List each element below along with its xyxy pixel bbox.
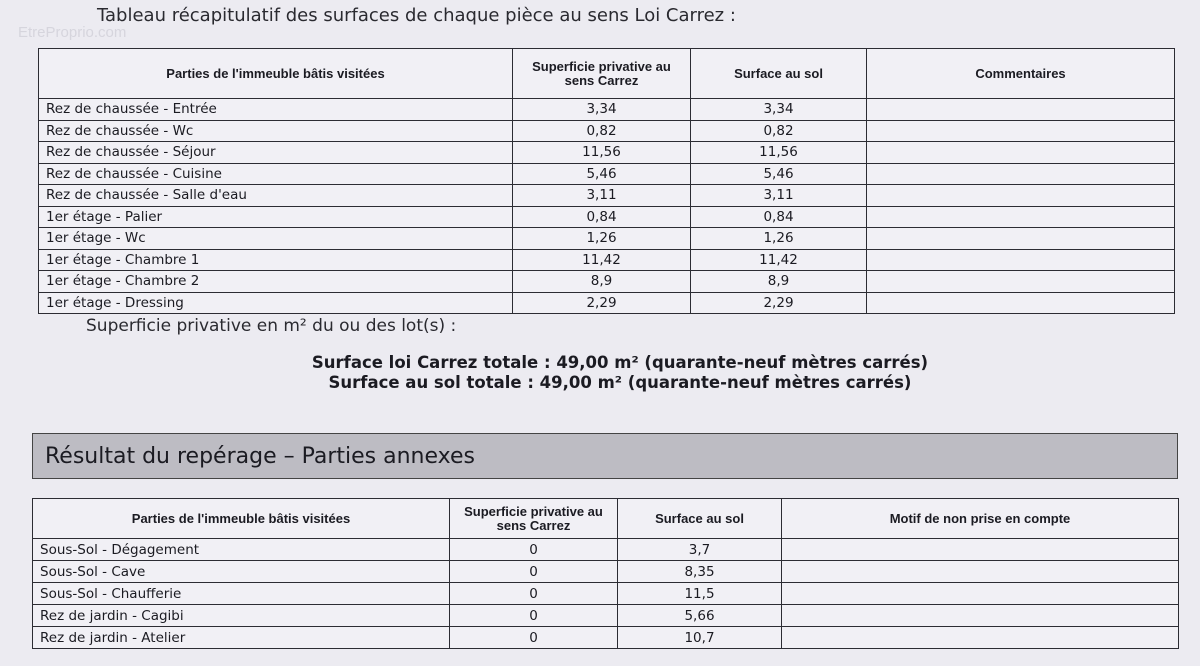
table-row	[33, 539, 1179, 561]
comment-cell	[782, 627, 1179, 649]
header-commentaires: Commentaires	[867, 49, 1175, 99]
carrez-value: 11,56	[513, 142, 691, 164]
sol-value: 8,35	[618, 561, 782, 583]
sol-value: 5,66	[618, 605, 782, 627]
comment-cell	[867, 292, 1175, 314]
header-parties: Parties de l'immeuble bâtis visitées	[39, 49, 513, 99]
table-row	[39, 142, 1175, 164]
sol-value: 10,7	[618, 627, 782, 649]
table-row	[39, 206, 1175, 228]
table-row	[39, 163, 1175, 185]
comment-cell	[782, 605, 1179, 627]
comment-cell	[867, 271, 1175, 293]
section-title: Résultat du repérage – Parties annexes	[32, 433, 1178, 479]
table-header-row	[33, 499, 1179, 539]
carrez-value: 2,29	[513, 292, 691, 314]
carrez-value: 11,42	[513, 249, 691, 271]
row-label: Sous-Sol - Chaufferie	[33, 583, 450, 605]
carrez-value: 0	[450, 605, 618, 627]
header-surface-sol: Surface au sol	[618, 499, 782, 539]
sol-value: 11,5	[618, 583, 782, 605]
row-label: Rez de chaussée - Entrée	[39, 99, 513, 121]
sol-value: 2,29	[691, 292, 867, 314]
carrez-value: 0,84	[513, 206, 691, 228]
table-row	[39, 249, 1175, 271]
sol-value: 1,26	[691, 228, 867, 250]
sol-value: 3,11	[691, 185, 867, 207]
header-superficie-carrez: Superficie privative au sens Carrez	[513, 49, 691, 99]
row-label: Rez de chaussée - Wc	[39, 120, 513, 142]
sol-value: 11,42	[691, 249, 867, 271]
carrez-value: 0,82	[513, 120, 691, 142]
comment-cell	[782, 583, 1179, 605]
table-row	[33, 583, 1179, 605]
sol-value: 3,34	[691, 99, 867, 121]
row-label: 1er étage - Chambre 2	[39, 271, 513, 293]
row-label: Rez de jardin - Atelier	[33, 627, 450, 649]
total-carrez: Surface loi Carrez totale : 49,00 m² (quarante-neuf mètres carrés)	[311, 353, 929, 372]
table-row	[39, 185, 1175, 207]
table-row	[39, 271, 1175, 293]
sol-value: 3,7	[618, 539, 782, 561]
comment-cell	[867, 185, 1175, 207]
row-label: 1er étage - Wc	[39, 228, 513, 250]
table-row	[39, 292, 1175, 314]
row-label: 1er étage - Chambre 1	[39, 249, 513, 271]
carrez-value: 8,9	[513, 271, 691, 293]
row-label: 1er étage - Dressing	[39, 292, 513, 314]
page-heading: Tableau récapitulatif des surfaces de chaque pièce au sens Loi Carrez :	[97, 5, 736, 26]
table-header-row	[39, 49, 1175, 99]
total-sol: Surface au sol totale : 49,00 m² (quarante-neuf mètres carrés)	[328, 373, 912, 392]
header-superficie-carrez: Superficie privative au sens Carrez	[450, 499, 618, 539]
carrez-value: 0	[450, 539, 618, 561]
header-parties: Parties de l'immeuble bâtis visitées	[33, 499, 450, 539]
table-row	[33, 627, 1179, 649]
carrez-value: 0	[450, 583, 618, 605]
comment-cell	[867, 142, 1175, 164]
comment-cell	[867, 163, 1175, 185]
comment-cell	[782, 561, 1179, 583]
table-row	[39, 228, 1175, 250]
carrez-value: 3,34	[513, 99, 691, 121]
sol-value: 11,56	[691, 142, 867, 164]
row-label: Rez de chaussée - Séjour	[39, 142, 513, 164]
header-motif: Motif de non prise en compte	[782, 499, 1179, 539]
watermark: EtreProprio.com	[18, 24, 127, 41]
sol-value: 0,84	[691, 206, 867, 228]
annexes-table	[32, 498, 1179, 649]
carrez-value: 1,26	[513, 228, 691, 250]
row-label: Sous-Sol - Dégagement	[33, 539, 450, 561]
comment-cell	[867, 99, 1175, 121]
row-label: 1er étage - Palier	[39, 206, 513, 228]
table-row	[33, 561, 1179, 583]
summary-label: Superficie privative en m² du ou des lot(s) :	[86, 316, 457, 336]
table-row	[39, 99, 1175, 121]
carrez-value: 3,11	[513, 185, 691, 207]
row-label: Rez de jardin - Cagibi	[33, 605, 450, 627]
comment-cell	[867, 206, 1175, 228]
sol-value: 5,46	[691, 163, 867, 185]
sol-value: 8,9	[691, 271, 867, 293]
row-label: Sous-Sol - Cave	[33, 561, 450, 583]
table-row	[33, 605, 1179, 627]
comment-cell	[867, 249, 1175, 271]
row-label: Rez de chaussée - Salle d'eau	[39, 185, 513, 207]
comment-cell	[867, 228, 1175, 250]
carrez-value: 0	[450, 627, 618, 649]
carrez-surfaces-table	[38, 48, 1175, 314]
carrez-value: 0	[450, 561, 618, 583]
table-row	[39, 120, 1175, 142]
row-label: Rez de chaussée - Cuisine	[39, 163, 513, 185]
header-surface-sol: Surface au sol	[691, 49, 867, 99]
comment-cell	[782, 539, 1179, 561]
carrez-value: 5,46	[513, 163, 691, 185]
sol-value: 0,82	[691, 120, 867, 142]
comment-cell	[867, 120, 1175, 142]
